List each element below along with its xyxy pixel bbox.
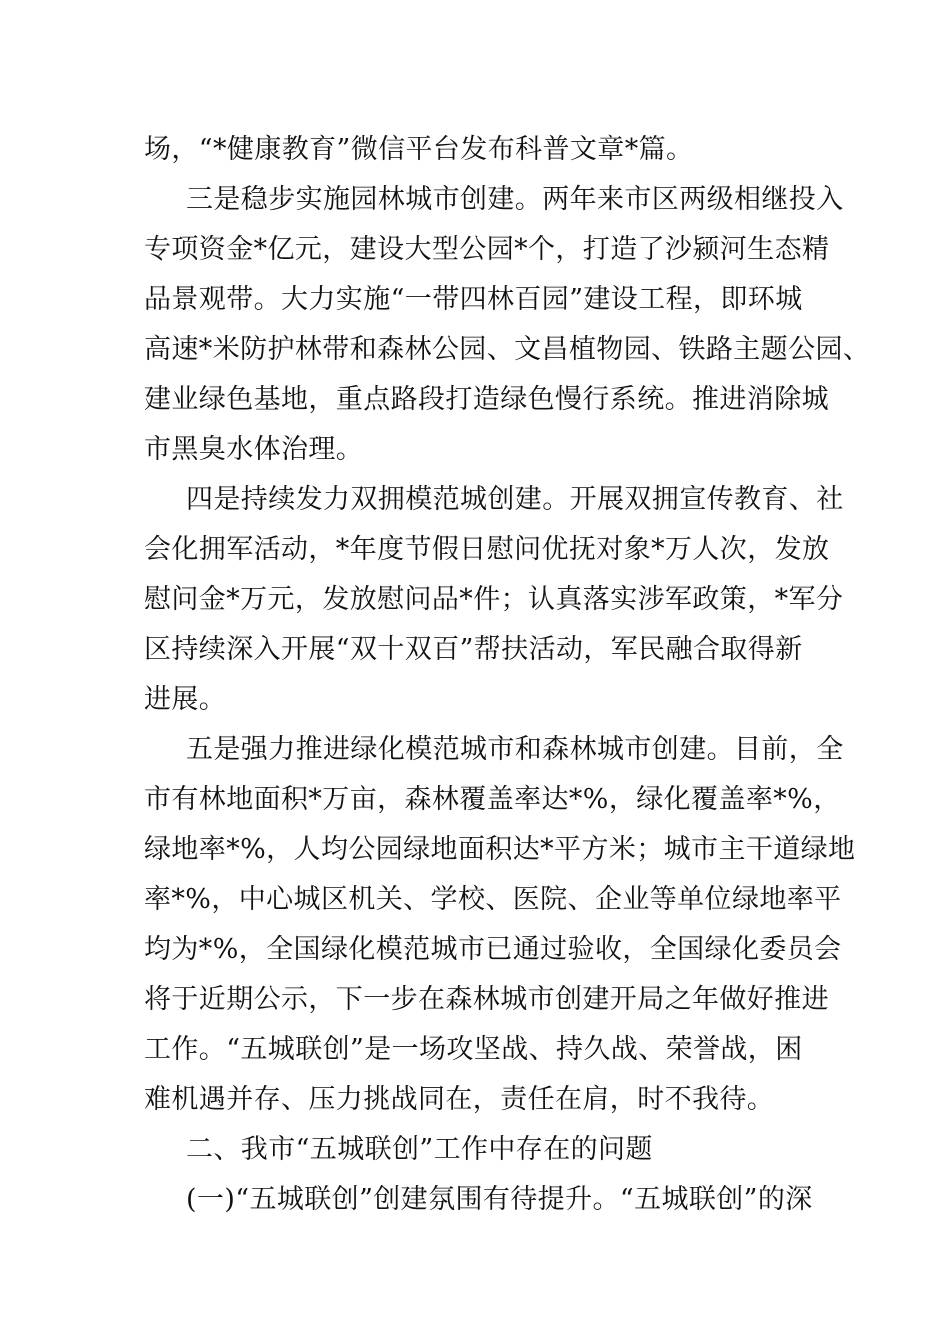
text-line: 绿地率*%，人均公园绿地面积达*平方米；城市主干道绿地 xyxy=(144,834,856,865)
subsection-heading: (一)“五城联创”创建氛围有待提升。“五城联创”的深 xyxy=(186,1184,813,1215)
text-line: 四是持续发力双拥模范城创建。开展双拥宣传教育、社 xyxy=(186,484,844,515)
text-line: 率*%，中心城区机关、学校、医院、企业等单位绿地率平 xyxy=(144,884,842,915)
text-line: 三是稳步实施园林城市创建。两年来市区两级相继投入 xyxy=(186,184,844,215)
text-line: 五是强力推进绿化模范城市和森林城市创建。目前，全 xyxy=(186,734,844,765)
text-line: 慰问金*万元，发放慰问品*件；认真落实涉军政策，*军分 xyxy=(144,584,844,615)
text-line: 进展。 xyxy=(144,684,227,715)
text-line: 市黑臭水体治理。 xyxy=(144,434,364,465)
text-line: 建业绿色基地，重点路段打造绿色慢行系统。推进消除城 xyxy=(144,384,829,415)
text-line: 场，“*健康教育”微信平台发布科普文章*篇。 xyxy=(144,134,694,165)
text-line: 工作。“五城联创”是一场攻坚战、持久战、荣誉战，困 xyxy=(144,1034,803,1065)
text-line: 高速*米防护林带和森林公园、文昌植物园、铁路主题公园、 xyxy=(144,334,871,365)
text-line: 区持续深入开展“双十双百”帮扶活动，军民融合取得新 xyxy=(144,634,803,665)
text-line: 市有林地面积*万亩，森林覆盖率达*%，绿化覆盖率*%， xyxy=(144,784,841,815)
text-line: 会化拥军活动，*年度节假日慰问优抚对象*万人次，发放 xyxy=(144,534,830,565)
text-line: 难机遇并存、压力挑战同在，责任在肩，时不我待。 xyxy=(144,1084,775,1115)
text-line: 均为*%，全国绿化模范城市已通过验收，全国绿化委员会 xyxy=(144,934,842,965)
text-line: 品景观带。大力实施“一带四林百园”建设工程，即环城 xyxy=(144,284,803,315)
text-line: 专项资金*亿元，建设大型公园*个，打造了沙颍河生态精 xyxy=(144,234,830,265)
text-line: 将于近期公示，下一步在森林城市创建开局之年做好推进 xyxy=(144,984,829,1015)
section-heading: 二、我市“五城联创”工作中存在的问题 xyxy=(186,1134,653,1165)
